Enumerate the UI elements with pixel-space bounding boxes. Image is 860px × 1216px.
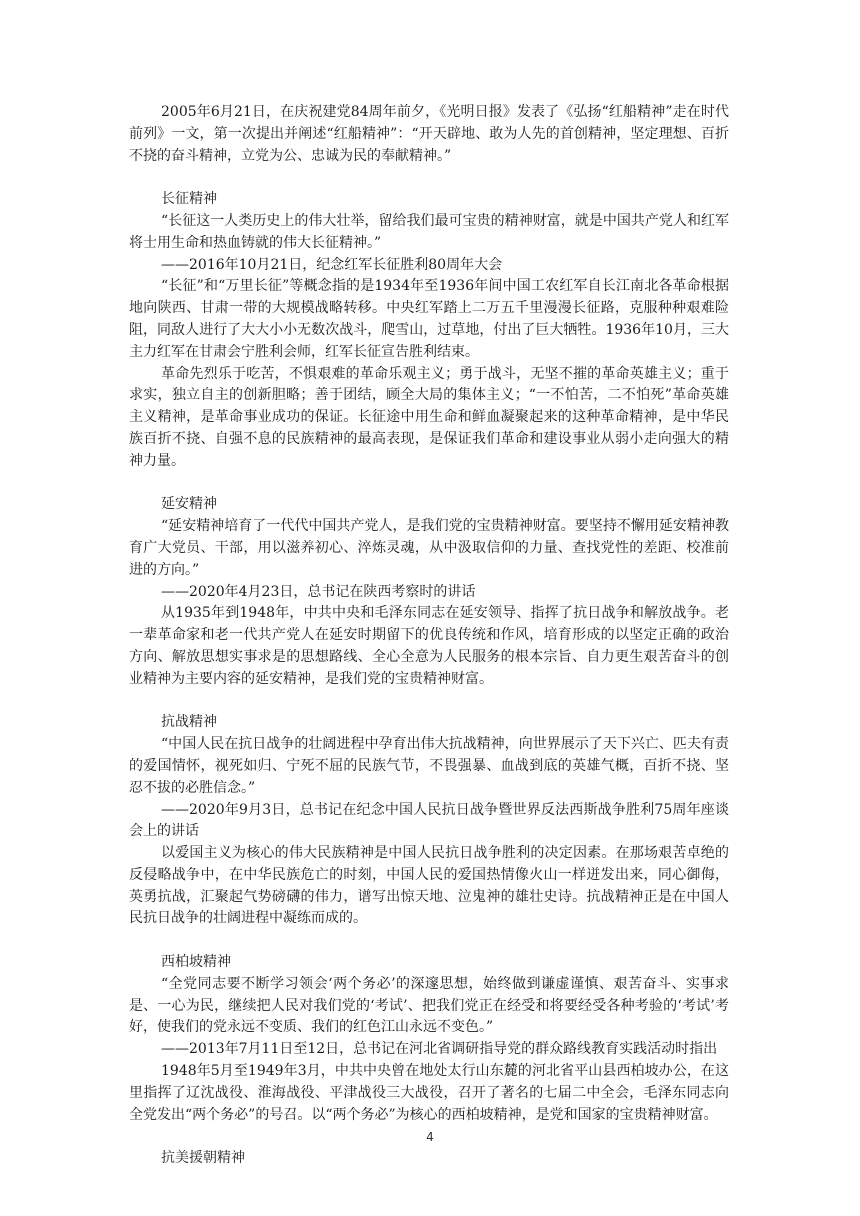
quote-source: ——2020年4月23日，总书记在陕西考察时的讲话: [161, 583, 476, 600]
section-title-kangzhan: 抗战精神: [161, 714, 217, 731]
section-quote: “中国人民在抗日战争的壮阔进程中孕育出伟大抗战精神，向世界展示了天下兴亡、匹夫有责的爱国情怀，视死如归、宁死不屈的民族气节，不畏强暴、血战到底的英雄气概，百折不挠、坚忍不拔的必胜信念。”: [129, 736, 729, 796]
body-paragraph: “长征”和“万里长征”等概念指的是1934年至1936年间中国工农红军自长江南北各革命根据地向陕西、甘肃一带的大规模战略转移。中央红军踏上二万五千里漫漫长征路，克服种种艰难险阻，同敌人进行了大大小小无数次战斗，爬雪山，过草地，付出了巨大牺牲。1936年10月，三大主力红军在甘肃会宁胜利会师，红军长征宣告胜利结束。: [129, 278, 729, 360]
page-content: [129, 102, 729, 1170]
body-paragraph: 1948年5月至1949年3月，中共中央曾在地处太行山东麓的河北省平山县西柏坡办公，在这里指挥了辽沈战役、淮海战役、平津战役三大战役，召开了著名的七届二中全会，毛泽东同志向全党发出“两个务必”的号召。以“两个务必”为核心的西柏坡精神，是党和国家的宝贵精神财富。: [129, 1063, 729, 1123]
section-title-xibaipo: 西柏坡精神: [161, 954, 231, 971]
quote-source: ——2020年9月3日，总书记在纪念中国人民抗日战争暨世界反法西斯战争胜利75周年座谈会上的讲话: [129, 801, 729, 840]
page-number: 4: [426, 1130, 434, 1144]
section-title-changzheng: 长征精神: [161, 191, 217, 208]
quote-source: ——2016年10月21日，纪念红军长征胜利80周年大会: [161, 256, 503, 273]
section-gap: [129, 691, 729, 713]
section-title-kangmeiyuanchao: 抗美援朝精神: [161, 1150, 245, 1167]
section-quote: “全党同志要不断学习领会‘两个务必’的深邃思想，始终做到谦虚谨慎、艰苦奋斗、实事求是、一心为民，继续把人民对我们党的‘考试’、把我们党正在经受和将要经受各种考验的‘考试’考好，使我们的党永远不变质、我们的红色江山永远不变色。”: [129, 975, 729, 1036]
section-gap: [129, 167, 729, 189]
body-paragraph: 革命先烈乐于吃苦，不惧艰难的革命乐观主义；勇于战斗，无坚不摧的革命英雄主义；重于求实，独立自主的创新胆略；善于团结，顾全大局的集体主义；“一不怕苦，二不怕死”革命英雄主义精神，是革命事业成功的保证。长征途中用生命和鲜血凝聚起来的这种革命精神，是中华民族百折不挠、自强不息的民族精神的最高表现，是保证我们革命和建设事业从弱小走向强大的精神力量。: [129, 365, 729, 469]
section-title-yanan: 延安精神: [161, 496, 217, 513]
section-gap: [129, 930, 729, 952]
body-paragraph: 从1935年到1948年，中共中央和毛泽东同志在延安领导、指挥了抗日战争和解放战争。老一辈革命家和老一代共产党人在延安时期留下的优良传统和作风，培育形成的以坚定正确的政治方向、解放思想实事求是的思想路线、全心全意为人民服务的根本宗旨、自力更生艰苦奋斗的创业精神为主要内容的延安精神，是我们党的宝贵精神财富。: [129, 605, 729, 687]
quote-source: ——2013年7月11日至12日，总书记在河北省调研指导党的群众路线教育实践活动时指出: [161, 1041, 718, 1058]
section-quote: “长征这一人类历史上的伟大壮举，留给我们最可宝贵的精神财富，就是中国共产党人和红军将士用生命和热血铸就的伟大长征精神。”: [129, 212, 729, 251]
section-gap: [129, 473, 729, 495]
intro-paragraph: 2005年6月21日，在庆祝建党84周年前夕，《光明日报》发表了《弘扬“红船精神”走在时代前列》一文，第一次提出并阐述“红船精神”：“开天辟地、敢为人先的首创精神，坚定理想、百折不挠的奋斗精神，立党为公、忠诚为民的奉献精神。”: [129, 104, 729, 164]
section-quote: “延安精神培育了一代代中国共产党人，是我们党的宝贵精神财富。要坚持不懈用延安精神教育广大党员、干部，用以滋养初心、淬炼灵魂，从中汲取信仰的力量、查找党性的差距、校准前进的方向。”: [129, 518, 729, 578]
body-paragraph: 以爱国主义为核心的伟大民族精神是中国人民抗日战争胜利的决定因素。在那场艰苦卓绝的反侵略战争中，在中华民族危亡的时刻，中国人民的爱国热情像火山一样迸发出来，同心御侮，英勇抗战，汇聚起气势磅礴的伟力，谱写出惊天地、泣鬼神的雄壮史诗。抗战精神正是在中国人民抗日战争的壮阔进程中凝练而成的。: [129, 845, 729, 927]
